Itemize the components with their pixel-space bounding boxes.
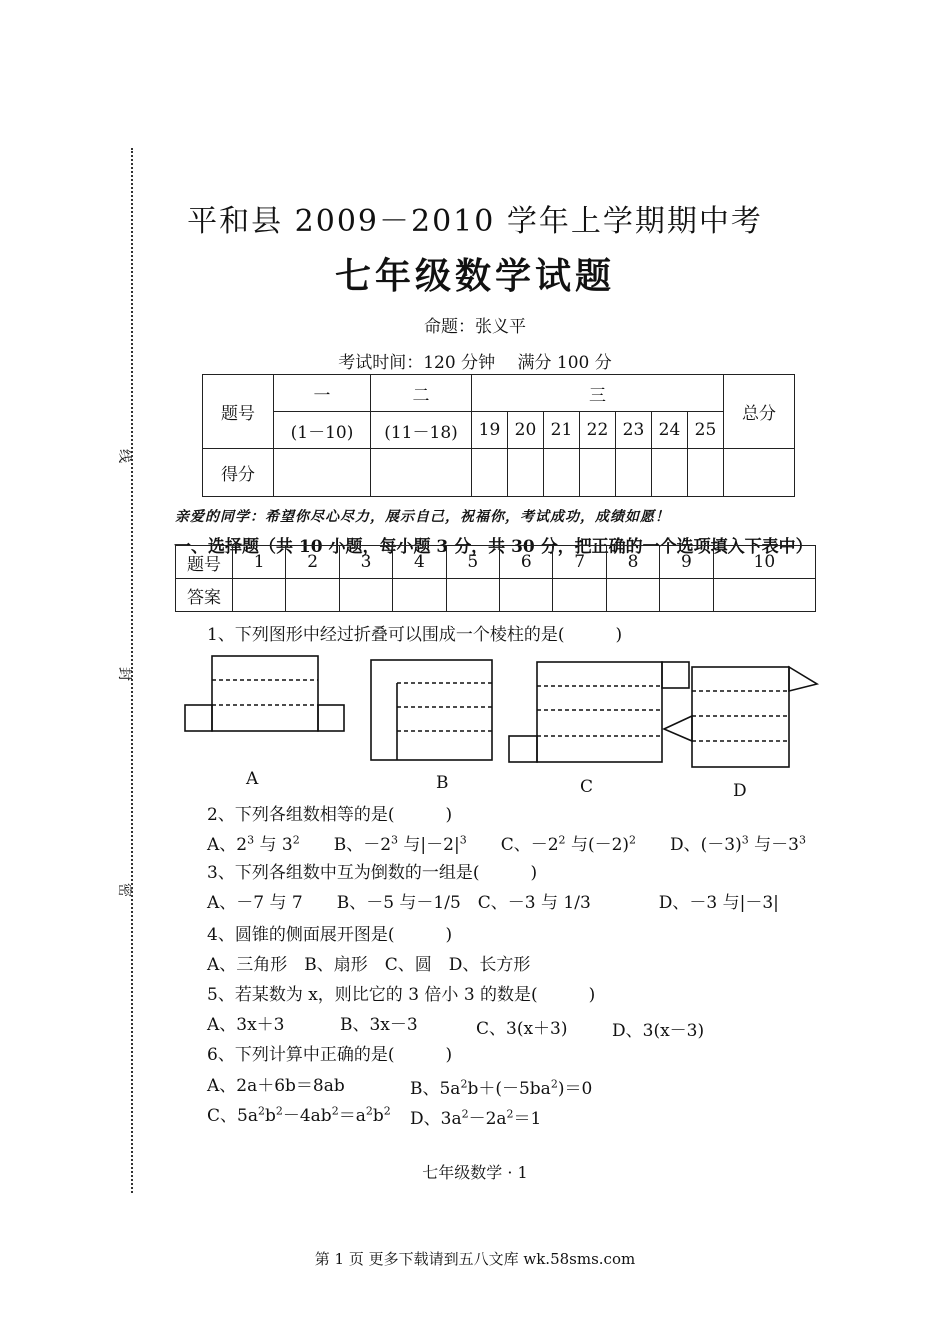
answer-cell[interactable] bbox=[286, 579, 339, 612]
score-cell[interactable] bbox=[688, 449, 724, 497]
sub-header: 19 bbox=[472, 412, 508, 449]
answer-number: 1 bbox=[233, 546, 286, 579]
sub-header: (11－18) bbox=[371, 412, 472, 449]
section-header-3: 三 bbox=[472, 375, 724, 412]
q5-option-b: B、3x－3 bbox=[340, 1015, 418, 1035]
answer-number: 8 bbox=[606, 546, 659, 579]
figure-label-a: A bbox=[246, 769, 259, 789]
question-3: 3、下列各组数中互为倒数的一组是( ) bbox=[207, 863, 538, 883]
q3-options: A、－7 与 7 B、－5 与－1/5 C、－3 与 1/3 D、－3 与|－3| bbox=[207, 893, 779, 913]
figure-label-d: D bbox=[733, 781, 747, 801]
figure-label-c: C bbox=[580, 777, 594, 797]
greeting: 亲爱的同学：希望你尽心尽力，展示自己，祝福你，考试成功，成绩如愿！ bbox=[175, 509, 670, 525]
sub-header: 23 bbox=[616, 412, 652, 449]
sub-header: 24 bbox=[652, 412, 688, 449]
score-cell[interactable] bbox=[508, 449, 544, 497]
question-6: 6、下列计算中正确的是( ) bbox=[207, 1045, 453, 1065]
q6-option-a: A、2a＋6b＝8ab bbox=[207, 1076, 345, 1096]
question-5: 5、若某数为 x，则比它的 3 倍小 3 的数是( ) bbox=[207, 985, 596, 1005]
q5-option-c: C、3(x＋3) bbox=[476, 1019, 568, 1039]
answer-number: 6 bbox=[500, 546, 553, 579]
time-info: 考试时间：120 分钟 满分 100 分 bbox=[338, 353, 612, 373]
answer-number: 4 bbox=[393, 546, 446, 579]
q4-options: A、三角形 B、扇形 C、圆 D、长方形 bbox=[207, 955, 531, 975]
answer-cell[interactable] bbox=[713, 579, 815, 612]
score-row-label-number: 题号 bbox=[203, 375, 274, 449]
score-cell[interactable] bbox=[616, 449, 652, 497]
download-note: 第 1 页 更多下载请到五八文库 wk.58sms.com bbox=[314, 1250, 636, 1268]
score-cell[interactable] bbox=[544, 449, 580, 497]
figure-d bbox=[664, 667, 817, 767]
figure-c bbox=[509, 662, 689, 762]
answer-cell[interactable] bbox=[553, 579, 606, 612]
exam-title: 七年级数学试题 bbox=[334, 255, 615, 297]
section-header-1: 一 bbox=[274, 375, 371, 412]
margin-label-line: 线 bbox=[116, 449, 132, 463]
score-cell-total[interactable] bbox=[724, 449, 795, 497]
answer-cell[interactable] bbox=[606, 579, 659, 612]
author-line: 命题：张义平 bbox=[424, 317, 526, 337]
score-cell[interactable] bbox=[652, 449, 688, 497]
answer-number: 10 bbox=[713, 546, 815, 579]
margin-label-secret: 密 bbox=[116, 883, 132, 897]
score-table bbox=[202, 374, 795, 497]
score-cell[interactable] bbox=[580, 449, 616, 497]
answer-number: 5 bbox=[446, 546, 499, 579]
score-row-label: 得分 bbox=[203, 449, 274, 497]
answer-cell[interactable] bbox=[393, 579, 446, 612]
answer-number: 3 bbox=[339, 546, 392, 579]
figure-label-b: B bbox=[436, 773, 449, 793]
score-cell[interactable] bbox=[472, 449, 508, 497]
q2-options: A、$2^3$ 与 $3^2$ B、$-2^3$ 与$|-2|^3$ C、$-2^2$ 与$(-2)^2$ D、$(-3)^3$ 与$-3^3$ bbox=[207, 833, 806, 855]
sub-header: 25 bbox=[688, 412, 724, 449]
q6-option-d: D、$3a^2-2a^2=1$ bbox=[410, 1107, 542, 1129]
question-4: 4、圆锥的侧面展开图是( ) bbox=[207, 925, 453, 945]
margin-label-seal: 封 bbox=[116, 667, 132, 681]
answer-number: 9 bbox=[660, 546, 713, 579]
question-1: 1、下列图形中经过折叠可以围成一个棱柱的是( ) bbox=[207, 625, 623, 645]
answer-cell[interactable] bbox=[446, 579, 499, 612]
answer-number: 2 bbox=[286, 546, 339, 579]
section-header-2: 二 bbox=[371, 375, 472, 412]
sub-header: 20 bbox=[508, 412, 544, 449]
q6-option-c: C、$5a^2b^2-4ab^2=a^2b^2$ bbox=[207, 1104, 391, 1126]
figure-a bbox=[185, 656, 344, 731]
answer-row-label-number: 题号 bbox=[176, 546, 233, 579]
q5-option-a: A、3x＋3 bbox=[207, 1015, 285, 1035]
figure-b bbox=[371, 660, 492, 760]
exam-title-line1: 平和县 2009－2010 学年上学期期中考 bbox=[187, 204, 763, 239]
answer-cell[interactable] bbox=[660, 579, 713, 612]
answer-cell[interactable] bbox=[339, 579, 392, 612]
sub-header: (1－10) bbox=[274, 412, 371, 449]
answer-table bbox=[175, 545, 816, 612]
answer-number: 7 bbox=[553, 546, 606, 579]
q6-option-b: B、$5a^2b+(-5ba^2)=0$ bbox=[410, 1077, 593, 1099]
q1-figures bbox=[180, 650, 830, 775]
question-2: 2、下列各组数相等的是( ) bbox=[207, 805, 453, 825]
answer-cell[interactable] bbox=[233, 579, 286, 612]
sub-header: 21 bbox=[544, 412, 580, 449]
total-label: 总分 bbox=[724, 375, 795, 449]
sub-header: 22 bbox=[580, 412, 616, 449]
answer-cell[interactable] bbox=[500, 579, 553, 612]
page-label: 七年级数学 · 1 bbox=[422, 1163, 528, 1182]
answer-row-label: 答案 bbox=[176, 579, 233, 612]
section1-title: 一、选择题（共 10 小题，每小题 3 分，共 30 分，把正确的一个选项填入下表中） bbox=[174, 537, 813, 557]
q5-option-d: D、3(x－3) bbox=[612, 1021, 705, 1041]
score-cell[interactable] bbox=[371, 449, 472, 497]
score-cell[interactable] bbox=[274, 449, 371, 497]
